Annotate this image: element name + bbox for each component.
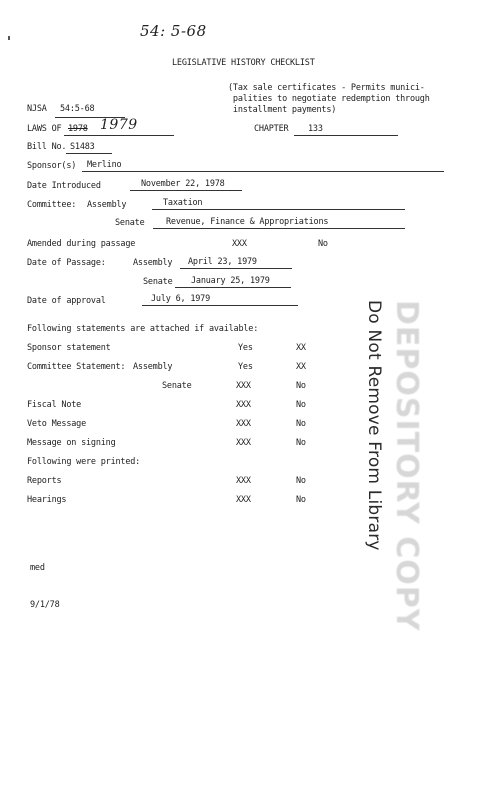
laws-of-struck-year: 1978 <box>68 124 88 134</box>
date-introduced-label: Date Introduced <box>27 181 101 191</box>
page-title: LEGISLATIVE HISTORY CHECKLIST <box>172 58 315 68</box>
printed-label: Reports <box>27 476 62 486</box>
amended-yes: XXX <box>232 239 247 249</box>
chapter-value: 133 <box>308 124 323 134</box>
printed-heading: Following were printed: <box>27 457 141 467</box>
amended-label: Amended during passage <box>27 239 136 249</box>
statement-yes: XXX <box>236 419 251 429</box>
statement-sub: Senate <box>162 381 192 391</box>
footer-date: 9/1/78 <box>30 600 60 610</box>
statement-no: No <box>296 400 306 410</box>
printed-no: No <box>296 476 306 486</box>
laws-of-label: LAWS OF <box>27 124 62 134</box>
printed-yes: XXX <box>236 476 251 486</box>
passage-label: Date of Passage: <box>27 258 106 268</box>
sponsor-underline <box>82 171 444 172</box>
passage-senate-value: January 25, 1979 <box>191 276 270 286</box>
date-introduced-value: November 22, 1978 <box>141 179 225 189</box>
approval-label: Date of approval <box>27 296 106 306</box>
committee-senate-underline <box>153 228 405 229</box>
njsa-label: NJSA <box>27 104 47 114</box>
committee-senate-value: Revenue, Finance & Appropriations <box>166 217 329 227</box>
depository-stamp-main: DEPOSITORY COPY <box>389 300 424 632</box>
statement-yes: XXX <box>236 438 251 448</box>
approval-value: July 6, 1979 <box>151 294 211 304</box>
bill-value: S1483 <box>70 142 95 152</box>
statements-heading: Following statements are attached if available: <box>27 324 259 334</box>
date-introduced-underline <box>130 190 242 191</box>
handwritten-header: 54: 5-68 <box>140 22 207 40</box>
sponsor-label: Sponsor(s) <box>27 161 77 171</box>
passage-assembly-underline <box>180 268 292 269</box>
statement-label: Sponsor statement <box>27 343 111 353</box>
printed-label: Hearings <box>27 495 67 505</box>
passage-assembly-value: April 23, 1979 <box>188 257 257 267</box>
committee-label: Committee: <box>27 200 77 210</box>
statement-yes: XXX <box>236 400 251 410</box>
statement-label: Message on signing <box>27 438 116 448</box>
statement-no: No <box>296 419 306 429</box>
printed-no: No <box>296 495 306 505</box>
laws-of-underline <box>64 135 174 136</box>
bill-label: Bill No. <box>27 142 67 152</box>
passage-senate-label: Senate <box>143 277 173 287</box>
statement-yes: Yes <box>238 343 253 353</box>
committee-assembly-label: Assembly <box>87 200 127 210</box>
statement-label: Veto Message <box>27 419 87 429</box>
passage-senate-underline <box>175 287 291 288</box>
statement-yes: XXX <box>236 381 251 391</box>
sponsor-value: Merlino <box>87 160 122 170</box>
statement-label: Committee Statement: <box>27 362 126 372</box>
statement-no: XX <box>296 362 306 372</box>
statement-sub: Assembly <box>133 362 173 372</box>
laws-of-handwritten-year: 1979 <box>100 117 138 133</box>
statement-yes: Yes <box>238 362 253 372</box>
bill-underline <box>66 153 112 154</box>
passage-assembly-label: Assembly <box>133 258 173 268</box>
njsa-value: 54:5-68 <box>60 104 95 114</box>
amended-no: No <box>318 239 328 249</box>
bill-description: (Tax sale certificates - Permits munici- palities to negotiate redemption through installment payments) <box>228 83 430 115</box>
depository-stamp-sub: Do Not Remove From Library <box>364 300 384 551</box>
committee-assembly-value: Taxation <box>163 198 203 208</box>
statement-no: No <box>296 438 306 448</box>
committee-senate-label: Senate <box>115 218 145 228</box>
chapter-label: CHAPTER <box>254 124 289 134</box>
statement-no: No <box>296 381 306 391</box>
initials: med <box>30 563 45 573</box>
statement-label: Fiscal Note <box>27 400 82 410</box>
chapter-underline <box>294 135 398 136</box>
depository-stamp <box>362 300 424 632</box>
margin-mark <box>8 36 10 40</box>
printed-yes: XXX <box>236 495 251 505</box>
statement-no: XX <box>296 343 306 353</box>
committee-assembly-underline <box>152 209 405 210</box>
approval-underline <box>142 305 298 306</box>
